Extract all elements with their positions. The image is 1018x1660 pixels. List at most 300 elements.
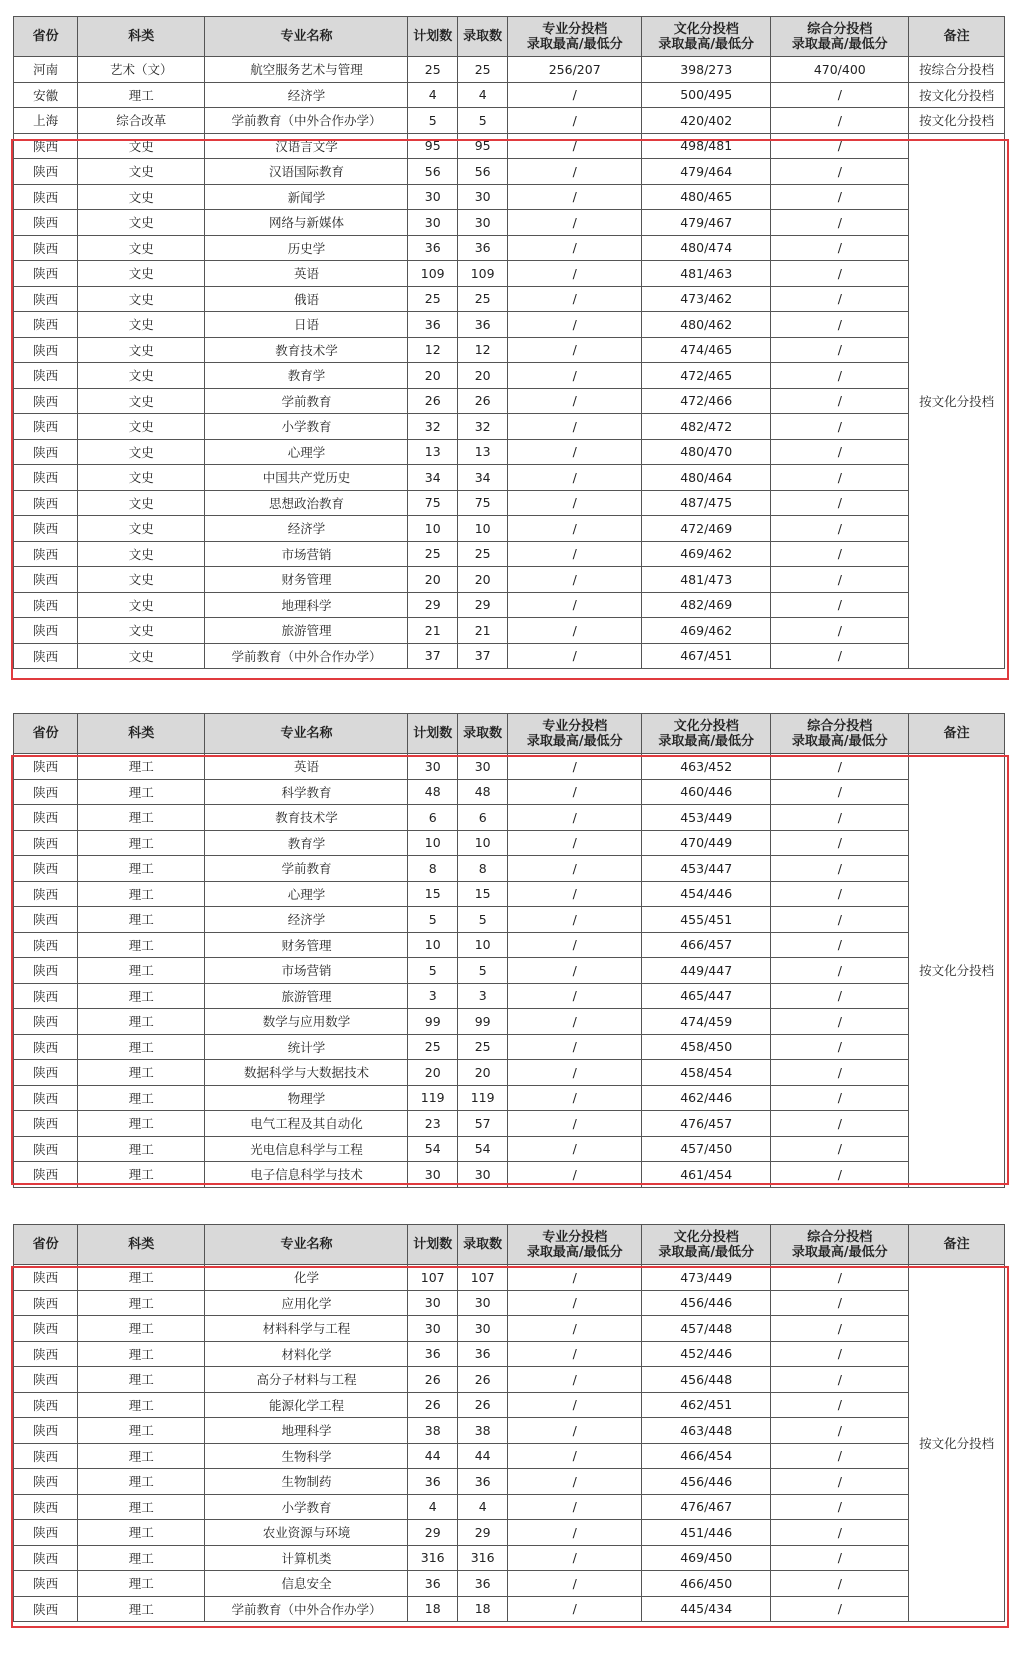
plan-cell: 8 bbox=[408, 856, 457, 882]
header-admitted: 录取数 bbox=[457, 1225, 507, 1265]
admitted-cell: 8 bbox=[457, 856, 507, 882]
culture-score-cell: 466/454 bbox=[642, 1443, 771, 1469]
table-row bbox=[14, 1418, 1005, 1444]
culture-score-cell: 480/474 bbox=[642, 235, 771, 261]
major-cell: 教育学 bbox=[205, 363, 408, 389]
major-score-cell: / bbox=[508, 1596, 642, 1622]
culture-score-cell: 453/449 bbox=[642, 805, 771, 831]
major-score-cell: / bbox=[508, 516, 642, 542]
province-cell: 陕西 bbox=[14, 1265, 78, 1291]
plan-cell: 25 bbox=[408, 1034, 457, 1060]
admitted-cell: 20 bbox=[457, 363, 507, 389]
header-major: 专业名称 bbox=[205, 17, 408, 57]
category-cell: 理工 bbox=[78, 1571, 205, 1597]
culture-score-cell: 455/451 bbox=[642, 907, 771, 933]
admitted-cell: 12 bbox=[457, 337, 507, 363]
admitted-cell: 4 bbox=[457, 82, 507, 108]
major-cell: 科学教育 bbox=[205, 779, 408, 805]
plan-cell: 54 bbox=[408, 1136, 457, 1162]
major-score-cell: / bbox=[508, 1341, 642, 1367]
plan-cell: 20 bbox=[408, 567, 457, 593]
major-cell: 电子信息科学与技术 bbox=[205, 1162, 408, 1188]
table-row bbox=[14, 490, 1005, 516]
major-score-cell: / bbox=[508, 830, 642, 856]
header-province: 省份 bbox=[14, 1225, 78, 1265]
composite-score-cell: / bbox=[771, 286, 909, 312]
header-major: 专业名称 bbox=[205, 1225, 408, 1265]
plan-cell: 18 bbox=[408, 1596, 457, 1622]
culture-score-cell: 487/475 bbox=[642, 490, 771, 516]
province-cell: 陕西 bbox=[14, 541, 78, 567]
admitted-cell: 30 bbox=[457, 184, 507, 210]
province-cell: 陕西 bbox=[14, 490, 78, 516]
province-cell: 陕西 bbox=[14, 1520, 78, 1546]
province-cell: 陕西 bbox=[14, 1443, 78, 1469]
major-cell: 学前教育（中外合作办学） bbox=[205, 643, 408, 669]
major-score-cell: / bbox=[508, 1443, 642, 1469]
plan-cell: 21 bbox=[408, 618, 457, 644]
major-cell: 教育技术学 bbox=[205, 805, 408, 831]
admitted-cell: 29 bbox=[457, 1520, 507, 1546]
culture-score-cell: 456/448 bbox=[642, 1367, 771, 1393]
category-cell: 理工 bbox=[78, 1162, 205, 1188]
major-cell: 英语 bbox=[205, 754, 408, 780]
major-cell: 经济学 bbox=[205, 907, 408, 933]
admitted-cell: 5 bbox=[457, 907, 507, 933]
province-cell: 河南 bbox=[14, 57, 78, 83]
category-cell: 理工 bbox=[78, 1418, 205, 1444]
major-score-cell: / bbox=[508, 983, 642, 1009]
admitted-cell: 36 bbox=[457, 1341, 507, 1367]
admitted-cell: 5 bbox=[457, 958, 507, 984]
plan-cell: 48 bbox=[408, 779, 457, 805]
major-score-cell: / bbox=[508, 184, 642, 210]
composite-score-cell: / bbox=[771, 932, 909, 958]
admitted-cell: 10 bbox=[457, 516, 507, 542]
plan-cell: 6 bbox=[408, 805, 457, 831]
major-score-cell: / bbox=[508, 1520, 642, 1546]
plan-cell: 316 bbox=[408, 1545, 457, 1571]
table-row bbox=[14, 1367, 1005, 1393]
major-cell: 光电信息科学与工程 bbox=[205, 1136, 408, 1162]
category-cell: 理工 bbox=[78, 1085, 205, 1111]
province-cell: 陕西 bbox=[14, 856, 78, 882]
culture-score-cell: 463/448 bbox=[642, 1418, 771, 1444]
culture-score-cell: 449/447 bbox=[642, 958, 771, 984]
category-cell: 理工 bbox=[78, 1545, 205, 1571]
province-cell: 陕西 bbox=[14, 363, 78, 389]
plan-cell: 25 bbox=[408, 541, 457, 567]
major-score-cell: / bbox=[508, 856, 642, 882]
header-admitted: 录取数 bbox=[457, 714, 507, 754]
table-row bbox=[14, 1316, 1005, 1342]
culture-score-cell: 462/446 bbox=[642, 1085, 771, 1111]
table-row bbox=[14, 1085, 1005, 1111]
province-cell: 陕西 bbox=[14, 235, 78, 261]
composite-score-cell: / bbox=[771, 82, 909, 108]
category-cell: 理工 bbox=[78, 805, 205, 831]
culture-score-cell: 473/449 bbox=[642, 1265, 771, 1291]
category-cell: 理工 bbox=[78, 779, 205, 805]
plan-cell: 26 bbox=[408, 388, 457, 414]
plan-cell: 5 bbox=[408, 958, 457, 984]
composite-score-cell: / bbox=[771, 1367, 909, 1393]
major-cell: 地理科学 bbox=[205, 1418, 408, 1444]
composite-score-cell: / bbox=[771, 618, 909, 644]
admitted-cell: 25 bbox=[457, 57, 507, 83]
culture-score-cell: 398/273 bbox=[642, 57, 771, 83]
plan-cell: 10 bbox=[408, 516, 457, 542]
province-cell: 陕西 bbox=[14, 414, 78, 440]
table-row bbox=[14, 184, 1005, 210]
major-score-cell: / bbox=[508, 1060, 642, 1086]
admitted-cell: 36 bbox=[457, 1469, 507, 1495]
admitted-cell: 3 bbox=[457, 983, 507, 1009]
header-composite-score: 综合分投档 录取最高/最低分 bbox=[771, 714, 909, 754]
table-row bbox=[14, 159, 1005, 185]
category-cell: 理工 bbox=[78, 1034, 205, 1060]
table-row bbox=[14, 286, 1005, 312]
major-cell: 物理学 bbox=[205, 1085, 408, 1111]
category-cell: 文史 bbox=[78, 363, 205, 389]
table-row bbox=[14, 1060, 1005, 1086]
culture-score-cell: 445/434 bbox=[642, 1596, 771, 1622]
composite-score-cell: / bbox=[771, 1265, 909, 1291]
plan-cell: 10 bbox=[408, 932, 457, 958]
table-row bbox=[14, 1545, 1005, 1571]
composite-score-cell: / bbox=[771, 490, 909, 516]
composite-score-cell: / bbox=[771, 541, 909, 567]
admitted-cell: 48 bbox=[457, 779, 507, 805]
major-score-cell: / bbox=[508, 1469, 642, 1495]
header-note: 备注 bbox=[909, 17, 1005, 57]
major-cell: 生物制药 bbox=[205, 1469, 408, 1495]
admitted-cell: 316 bbox=[457, 1545, 507, 1571]
province-cell: 陕西 bbox=[14, 830, 78, 856]
province-cell: 安徽 bbox=[14, 82, 78, 108]
table-row bbox=[14, 261, 1005, 287]
culture-score-cell: 481/463 bbox=[642, 261, 771, 287]
province-cell: 陕西 bbox=[14, 439, 78, 465]
major-score-cell: / bbox=[508, 907, 642, 933]
composite-score-cell: / bbox=[771, 312, 909, 338]
composite-score-cell: / bbox=[771, 983, 909, 1009]
major-cell: 地理科学 bbox=[205, 592, 408, 618]
composite-score-cell: / bbox=[771, 1418, 909, 1444]
composite-score-cell: / bbox=[771, 1545, 909, 1571]
culture-score-cell: 500/495 bbox=[642, 82, 771, 108]
composite-score-cell: / bbox=[771, 1316, 909, 1342]
major-cell: 财务管理 bbox=[205, 932, 408, 958]
admitted-cell: 95 bbox=[457, 133, 507, 159]
table-row bbox=[14, 1290, 1005, 1316]
table-row bbox=[14, 541, 1005, 567]
culture-score-cell: 474/459 bbox=[642, 1009, 771, 1035]
admitted-cell: 54 bbox=[457, 1136, 507, 1162]
major-score-cell: / bbox=[508, 312, 642, 338]
composite-score-cell: / bbox=[771, 1469, 909, 1495]
major-cell: 计算机类 bbox=[205, 1545, 408, 1571]
culture-score-cell: 461/454 bbox=[642, 1162, 771, 1188]
plan-cell: 30 bbox=[408, 1316, 457, 1342]
category-cell: 文史 bbox=[78, 618, 205, 644]
province-cell: 陕西 bbox=[14, 932, 78, 958]
culture-score-cell: 467/451 bbox=[642, 643, 771, 669]
province-cell: 陕西 bbox=[14, 1469, 78, 1495]
table-row bbox=[14, 1494, 1005, 1520]
culture-score-cell: 498/481 bbox=[642, 133, 771, 159]
composite-score-cell: / bbox=[771, 1571, 909, 1597]
province-cell: 陕西 bbox=[14, 1009, 78, 1035]
admission-table-1 bbox=[13, 16, 1005, 669]
table-row bbox=[14, 133, 1005, 159]
plan-cell: 38 bbox=[408, 1418, 457, 1444]
major-cell: 旅游管理 bbox=[205, 983, 408, 1009]
major-score-cell: / bbox=[508, 1367, 642, 1393]
culture-score-cell: 457/450 bbox=[642, 1136, 771, 1162]
note-cell: 按文化分投档 bbox=[909, 108, 1005, 134]
composite-score-cell: / bbox=[771, 1034, 909, 1060]
category-cell: 理工 bbox=[78, 82, 205, 108]
plan-cell: 32 bbox=[408, 414, 457, 440]
province-cell: 陕西 bbox=[14, 1571, 78, 1597]
composite-score-cell: / bbox=[771, 592, 909, 618]
admitted-cell: 20 bbox=[457, 567, 507, 593]
category-cell: 文史 bbox=[78, 643, 205, 669]
province-cell: 陕西 bbox=[14, 958, 78, 984]
plan-cell: 5 bbox=[408, 907, 457, 933]
category-cell: 文史 bbox=[78, 235, 205, 261]
composite-score-cell: / bbox=[771, 907, 909, 933]
province-cell: 陕西 bbox=[14, 1392, 78, 1418]
culture-score-cell: 465/447 bbox=[642, 983, 771, 1009]
category-cell: 文史 bbox=[78, 337, 205, 363]
major-score-cell: / bbox=[508, 1009, 642, 1035]
table-row bbox=[14, 1034, 1005, 1060]
major-cell: 农业资源与环境 bbox=[205, 1520, 408, 1546]
table-row bbox=[14, 1392, 1005, 1418]
plan-cell: 3 bbox=[408, 983, 457, 1009]
province-cell: 陕西 bbox=[14, 1060, 78, 1086]
admitted-cell: 75 bbox=[457, 490, 507, 516]
culture-score-cell: 466/457 bbox=[642, 932, 771, 958]
admitted-cell: 30 bbox=[457, 1290, 507, 1316]
culture-score-cell: 458/450 bbox=[642, 1034, 771, 1060]
major-cell: 经济学 bbox=[205, 82, 408, 108]
major-score-cell: / bbox=[508, 1162, 642, 1188]
category-cell: 理工 bbox=[78, 830, 205, 856]
culture-score-cell: 469/462 bbox=[642, 618, 771, 644]
composite-score-cell: / bbox=[771, 1520, 909, 1546]
admitted-cell: 25 bbox=[457, 286, 507, 312]
header-major-score: 专业分投档 录取最高/最低分 bbox=[508, 1225, 642, 1265]
plan-cell: 12 bbox=[408, 337, 457, 363]
major-cell: 汉语言文学 bbox=[205, 133, 408, 159]
composite-score-cell: / bbox=[771, 261, 909, 287]
major-cell: 统计学 bbox=[205, 1034, 408, 1060]
composite-score-cell: / bbox=[771, 1494, 909, 1520]
table-row bbox=[14, 592, 1005, 618]
table-row bbox=[14, 643, 1005, 669]
culture-score-cell: 457/448 bbox=[642, 1316, 771, 1342]
major-cell: 学前教育 bbox=[205, 388, 408, 414]
admitted-cell: 56 bbox=[457, 159, 507, 185]
province-cell: 陕西 bbox=[14, 1316, 78, 1342]
composite-score-cell: / bbox=[771, 337, 909, 363]
composite-score-cell: / bbox=[771, 235, 909, 261]
major-score-cell: / bbox=[508, 337, 642, 363]
major-cell: 旅游管理 bbox=[205, 618, 408, 644]
major-score-cell: / bbox=[508, 235, 642, 261]
province-cell: 陕西 bbox=[14, 618, 78, 644]
province-cell: 陕西 bbox=[14, 133, 78, 159]
category-cell: 理工 bbox=[78, 1111, 205, 1137]
category-cell: 理工 bbox=[78, 1316, 205, 1342]
province-cell: 陕西 bbox=[14, 592, 78, 618]
major-cell: 新闻学 bbox=[205, 184, 408, 210]
major-cell: 高分子材料与工程 bbox=[205, 1367, 408, 1393]
table-row bbox=[14, 108, 1005, 134]
admitted-cell: 99 bbox=[457, 1009, 507, 1035]
major-cell: 心理学 bbox=[205, 439, 408, 465]
major-score-cell: / bbox=[508, 82, 642, 108]
category-cell: 理工 bbox=[78, 1009, 205, 1035]
province-cell: 陕西 bbox=[14, 1367, 78, 1393]
admitted-cell: 30 bbox=[457, 210, 507, 236]
table-row bbox=[14, 567, 1005, 593]
major-cell: 能源化学工程 bbox=[205, 1392, 408, 1418]
province-cell: 陕西 bbox=[14, 261, 78, 287]
province-cell: 陕西 bbox=[14, 286, 78, 312]
culture-score-cell: 480/462 bbox=[642, 312, 771, 338]
plan-cell: 29 bbox=[408, 1520, 457, 1546]
category-cell: 文史 bbox=[78, 490, 205, 516]
admitted-cell: 34 bbox=[457, 465, 507, 491]
table-row bbox=[14, 1111, 1005, 1137]
major-score-cell: / bbox=[508, 567, 642, 593]
major-score-cell: / bbox=[508, 363, 642, 389]
composite-score-cell: / bbox=[771, 516, 909, 542]
major-score-cell: / bbox=[508, 1571, 642, 1597]
major-cell: 数学与应用数学 bbox=[205, 1009, 408, 1035]
category-cell: 文史 bbox=[78, 184, 205, 210]
table-row bbox=[14, 1009, 1005, 1035]
merged-note-cell: 按文化分投档 bbox=[909, 754, 1005, 1188]
table-row bbox=[14, 363, 1005, 389]
admitted-cell: 30 bbox=[457, 1316, 507, 1342]
plan-cell: 36 bbox=[408, 312, 457, 338]
major-cell: 中国共产党历史 bbox=[205, 465, 408, 491]
major-cell: 汉语国际教育 bbox=[205, 159, 408, 185]
plan-cell: 99 bbox=[408, 1009, 457, 1035]
category-cell: 文史 bbox=[78, 286, 205, 312]
category-cell: 理工 bbox=[78, 1265, 205, 1291]
composite-score-cell: / bbox=[771, 108, 909, 134]
major-cell: 学前教育（中外合作办学） bbox=[205, 1596, 408, 1622]
major-cell: 心理学 bbox=[205, 881, 408, 907]
category-cell: 文史 bbox=[78, 541, 205, 567]
category-cell: 文史 bbox=[78, 210, 205, 236]
province-cell: 陕西 bbox=[14, 1085, 78, 1111]
major-cell: 市场营销 bbox=[205, 958, 408, 984]
culture-score-cell: 466/450 bbox=[642, 1571, 771, 1597]
header-composite-score: 综合分投档 录取最高/最低分 bbox=[771, 1225, 909, 1265]
major-score-cell: / bbox=[508, 1034, 642, 1060]
plan-cell: 20 bbox=[408, 363, 457, 389]
composite-score-cell: / bbox=[771, 779, 909, 805]
province-cell: 陕西 bbox=[14, 779, 78, 805]
category-cell: 理工 bbox=[78, 1290, 205, 1316]
header-category: 科类 bbox=[78, 17, 205, 57]
composite-score-cell: / bbox=[771, 1392, 909, 1418]
category-cell: 综合改革 bbox=[78, 108, 205, 134]
major-cell: 财务管理 bbox=[205, 567, 408, 593]
province-cell: 陕西 bbox=[14, 1111, 78, 1137]
header-note: 备注 bbox=[909, 1225, 1005, 1265]
plan-cell: 10 bbox=[408, 830, 457, 856]
major-score-cell: / bbox=[508, 932, 642, 958]
table-row bbox=[14, 779, 1005, 805]
plan-cell: 23 bbox=[408, 1111, 457, 1137]
table-row bbox=[14, 1520, 1005, 1546]
admitted-cell: 36 bbox=[457, 235, 507, 261]
category-cell: 理工 bbox=[78, 1520, 205, 1546]
culture-score-cell: 469/462 bbox=[642, 541, 771, 567]
culture-score-cell: 456/446 bbox=[642, 1469, 771, 1495]
plan-cell: 30 bbox=[408, 184, 457, 210]
composite-score-cell: / bbox=[771, 1060, 909, 1086]
plan-cell: 25 bbox=[408, 57, 457, 83]
header-major-score: 专业分投档 录取最高/最低分 bbox=[508, 17, 642, 57]
admitted-cell: 25 bbox=[457, 541, 507, 567]
plan-cell: 95 bbox=[408, 133, 457, 159]
composite-score-cell: / bbox=[771, 958, 909, 984]
major-score-cell: / bbox=[508, 805, 642, 831]
category-cell: 理工 bbox=[78, 983, 205, 1009]
admitted-cell: 10 bbox=[457, 830, 507, 856]
major-cell: 教育技术学 bbox=[205, 337, 408, 363]
culture-score-cell: 454/446 bbox=[642, 881, 771, 907]
header-admitted: 录取数 bbox=[457, 17, 507, 57]
plan-cell: 30 bbox=[408, 210, 457, 236]
province-cell: 陕西 bbox=[14, 1162, 78, 1188]
culture-score-cell: 473/462 bbox=[642, 286, 771, 312]
plan-cell: 26 bbox=[408, 1392, 457, 1418]
admitted-cell: 20 bbox=[457, 1060, 507, 1086]
major-cell: 英语 bbox=[205, 261, 408, 287]
note-cell: 按综合分投档 bbox=[909, 57, 1005, 83]
plan-cell: 34 bbox=[408, 465, 457, 491]
admitted-cell: 57 bbox=[457, 1111, 507, 1137]
plan-cell: 26 bbox=[408, 1367, 457, 1393]
province-cell: 陕西 bbox=[14, 907, 78, 933]
culture-score-cell: 476/457 bbox=[642, 1111, 771, 1137]
category-cell: 艺术（文） bbox=[78, 57, 205, 83]
composite-score-cell: / bbox=[771, 1443, 909, 1469]
culture-score-cell: 470/449 bbox=[642, 830, 771, 856]
admitted-cell: 107 bbox=[457, 1265, 507, 1291]
table-row bbox=[14, 1571, 1005, 1597]
culture-score-cell: 469/450 bbox=[642, 1545, 771, 1571]
plan-cell: 13 bbox=[408, 439, 457, 465]
major-score-cell: / bbox=[508, 159, 642, 185]
province-cell: 陕西 bbox=[14, 1545, 78, 1571]
major-score-cell: / bbox=[508, 541, 642, 567]
composite-score-cell: / bbox=[771, 1009, 909, 1035]
province-cell: 陕西 bbox=[14, 1034, 78, 1060]
culture-score-cell: 476/467 bbox=[642, 1494, 771, 1520]
table-row bbox=[14, 618, 1005, 644]
